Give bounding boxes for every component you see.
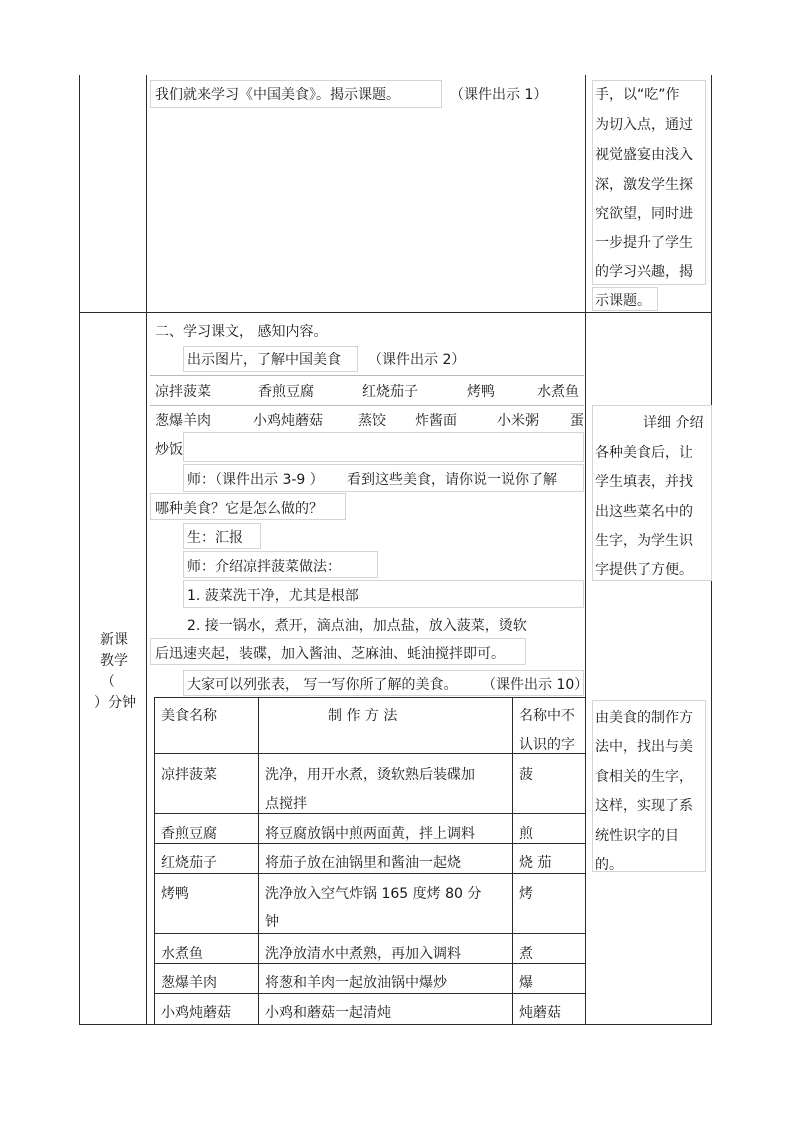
note-low-5: 统性识字的目 bbox=[595, 828, 679, 844]
table-bottom-border bbox=[79, 1024, 712, 1025]
section-label-line2: 教学 bbox=[100, 653, 128, 669]
note-mid-6: 字提供了方便。 bbox=[595, 562, 693, 578]
table-row-4-method-1: 洗净放入空气炸锅 165 度烤 80 分 bbox=[265, 886, 482, 902]
food-r3: 炒饭 bbox=[155, 442, 183, 458]
show-pictures-text: 出示图片，了解中国美食 bbox=[187, 352, 341, 368]
table-row-6-char: 爆 bbox=[519, 975, 533, 991]
note-low-2: 法中，找出与美 bbox=[595, 739, 693, 755]
note-top-5: 究欲望，同时进 bbox=[595, 206, 693, 222]
note-top-4: 深，激发学生探 bbox=[595, 177, 693, 193]
show-pictures-courseware: （课件出示 2） bbox=[368, 352, 466, 368]
table-row-2-char: 煎 bbox=[519, 826, 533, 842]
food-r2-1: 葱爆羊肉 bbox=[155, 413, 211, 429]
th-unknown-chars-1: 名称中不 bbox=[519, 708, 575, 724]
note-top-1: 手，以“吃”作 bbox=[595, 87, 680, 103]
table-row-5-char: 煮 bbox=[519, 946, 533, 962]
table-left-border bbox=[79, 75, 80, 1025]
intro-courseware: （课件出示 1） bbox=[450, 87, 548, 103]
step-2: 2. 接一锅水，煮开，滴点油，加点盐，放入菠菜，烫软 bbox=[187, 618, 527, 634]
table-row-7-method: 小鸡和蘑菇一起清炖 bbox=[265, 1005, 391, 1021]
food-r2-5: 小米粥 bbox=[497, 413, 539, 429]
section-heading: 二、学习课文， 感知内容。 bbox=[155, 324, 328, 340]
note-low-1: 由美食的制作方 bbox=[595, 710, 693, 726]
note-mid-1: 详细 介绍 bbox=[643, 415, 704, 431]
step-1: 1. 菠菜洗干净，尤其是根部 bbox=[187, 588, 359, 604]
table-row-3-char: 烧 茄 bbox=[519, 855, 552, 871]
table-row-divider bbox=[79, 312, 712, 313]
food-r2-4: 炸酱面 bbox=[415, 413, 457, 429]
table-row-3-method: 将茄子放在油锅里和酱油一起烧 bbox=[265, 855, 461, 871]
table-row-3-name: 红烧茄子 bbox=[161, 855, 217, 871]
teacher-prompt-2: 看到这些美食，请你说一说你了解 bbox=[347, 472, 557, 488]
table-row-1-method-2: 点搅拌 bbox=[265, 796, 307, 812]
table-col1-border bbox=[146, 75, 147, 1025]
note-top-3: 视觉盛宴由浅入 bbox=[595, 147, 693, 163]
section-label-line3: （ bbox=[101, 674, 115, 690]
table-row-7-name: 小鸡炖蘑菇 bbox=[161, 1005, 231, 1021]
step-2-cont: 后迅速夹起，装碟，加入酱油、芝麻油、蚝油搅拌即可。 bbox=[155, 646, 505, 662]
note-low-3: 食相关的生字， bbox=[595, 769, 693, 785]
table-row-1-char: 菠 bbox=[519, 767, 533, 783]
section-label-line1: 新课 bbox=[100, 632, 128, 648]
table-row-1-name: 凉拌菠菜 bbox=[161, 767, 217, 783]
th-method: 制 作 方 法 bbox=[328, 708, 398, 724]
note-top-8: 示课题。 bbox=[595, 293, 651, 309]
table-instruction-courseware: （课件出示 10） bbox=[482, 677, 589, 693]
teacher-question: 哪种美食？它是怎么做的？ bbox=[155, 501, 323, 517]
table-row-4-name: 烤鸭 bbox=[161, 886, 189, 902]
th-food-name: 美食名称 bbox=[161, 708, 217, 724]
table-row-5-method: 洗净放清水中煮熟，再加入调料 bbox=[265, 946, 461, 962]
table-instruction: 大家可以列张表， 写一写你所了解的美食。 bbox=[187, 677, 458, 693]
note-low-6: 的。 bbox=[595, 857, 623, 873]
note-top-2: 为切入点，通过 bbox=[595, 117, 693, 133]
teacher-prompt: 师：（课件出示 3-9 ） bbox=[187, 472, 324, 488]
th-unknown-chars-2: 认识的字 bbox=[519, 737, 575, 753]
note-mid-5: 生字，为学生识 bbox=[595, 533, 693, 549]
table-row-4-char: 烤 bbox=[519, 886, 533, 902]
note-low-4: 这样，实现了系 bbox=[595, 798, 693, 814]
student-report: 生：汇报 bbox=[187, 530, 243, 546]
table-row-7-char: 炖蘑菇 bbox=[519, 1005, 561, 1021]
food-r1-2: 香煎豆腐 bbox=[258, 384, 314, 400]
table-row-2-method: 将豆腐放锅中煎两面黄，拌上调料 bbox=[265, 826, 475, 842]
table-col2-border bbox=[585, 75, 586, 1025]
food-r1-5: 水煮鱼 bbox=[537, 384, 579, 400]
table-row-4-method-2: 钟 bbox=[265, 914, 279, 930]
intro-text: 我们就来学习《中国美食》。揭示课题。 bbox=[155, 87, 400, 103]
note-mid-2: 各种美食后，让 bbox=[595, 445, 693, 461]
food-r1-3: 红烧茄子 bbox=[362, 384, 418, 400]
teacher-intro: 师：介绍凉拌菠菜做法： bbox=[187, 559, 341, 575]
food-r1-1: 凉拌菠菜 bbox=[155, 384, 211, 400]
note-mid-4: 出这些菜名中的 bbox=[595, 504, 693, 520]
section-label-line4: ）分钟 bbox=[94, 695, 136, 711]
food-r1-4: 烤鸭 bbox=[467, 384, 495, 400]
food-r2-6: 蛋 bbox=[570, 413, 584, 429]
table-row-5-name: 水煮鱼 bbox=[161, 946, 203, 962]
note-mid-3: 学生填表，并找 bbox=[595, 474, 693, 490]
table-row-6-name: 葱爆羊肉 bbox=[161, 975, 217, 991]
table-row-2-name: 香煎豆腐 bbox=[161, 826, 217, 842]
note-top-6: 一步提升了学生 bbox=[595, 235, 693, 251]
table-row-6-method: 将葱和羊肉一起放油锅中爆炒 bbox=[265, 975, 447, 991]
food-r2-2: 小鸡炖蘑菇 bbox=[253, 413, 323, 429]
table-row-1-method-1: 洗净，用开水煮，烫软熟后装碟加 bbox=[265, 767, 475, 783]
note-top-7: 的学习兴趣，揭 bbox=[595, 264, 693, 280]
food-r2-3: 蒸饺 bbox=[358, 413, 386, 429]
